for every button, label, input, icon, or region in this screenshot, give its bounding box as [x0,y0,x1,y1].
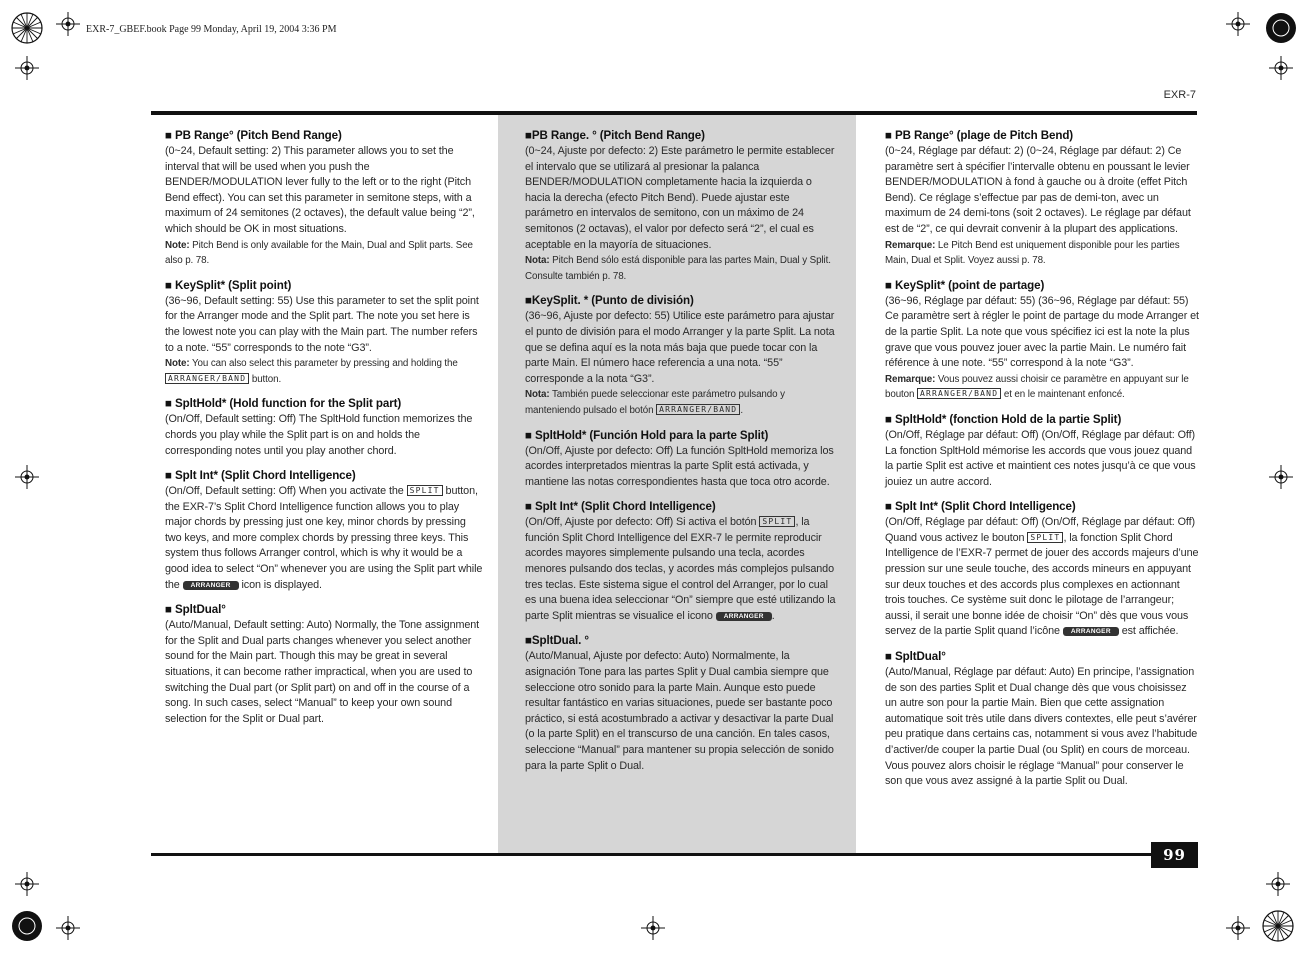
body-text: (On/Off, Default setting: Off) When you activate the [165,485,407,498]
note-label: Note: [165,358,190,370]
section-body: (Auto/Manual, Ajuste por defecto: Auto) Normalmente, la asignación Tone para las partes Split y Dual cambia siempre que seleccione otro sonido para la parte Main. Aunque esto puede resultar fantástico en varias situaciones, puede ser bastante poco práctico, si está acostumbrado a activar y desactivar la parte Dual (o la parte Split) en el transcurso de una canción. En tales casos, seleccione “Manual” para mantener su propia selección de sonido para la parte Split o Dual. [525,650,834,772]
section-body: (36~96, Default setting: 55) Use this parameter to set the split point for the Arranger mode and the Split part. The note you set here is the lowest note you can play with the Main part. The number refers to a note. “55” corresponds to the note “G3”. [165,294,479,354]
registration-mark-top-left [0,0,110,110]
keysplit-section [165,278,483,388]
section-title: ■ SpltHold* (Hold function for the Split part) [165,397,402,411]
note-text-end: button. [249,373,282,385]
section-title: ■ SpltDual° [165,603,226,617]
arranger-band-button-glyph: ARRANGER/BAND [165,373,249,384]
keysplit-section [885,278,1201,403]
section-title: ■PB Range. ° (Pitch Bend Range) [525,129,705,142]
section-title: ■ KeySplit* (Split point) [165,278,292,292]
split-button-glyph: SPLIT [1027,532,1063,543]
registration-mark-top-right [1198,0,1308,110]
note-label: Nota: [525,389,550,401]
note-text: Pitch Bend is only available for the Main, Dual and Split parts. See also p. 78. [165,239,473,267]
splthold-section [525,428,840,491]
body-text-mid: , la función Split Chord Intelligence del EXR-7 le permite reproducir acordes mayores simplemente pulsando una tecla, acordes menores pulsando dos teclas, y acordes más complejos pulsando tres teclas. Este sistema sigue el control del Arranger, por lo cual es una buena idea seleccionar “On” siempre que esté utilizando la parte Split mientras se visualice el icono [525,516,836,622]
bottom-rule [151,853,1151,856]
note-text: Le Pitch Bend est uniquement disponible pour les parties Main, Dual et Split. Voyez aussi p. 78. [885,239,1180,267]
arranger-icon: ARRANGER [1063,627,1119,636]
file-info-header: EXR-7_GBEF.book Page 99 Monday, April 19, 2004 3:36 PM [86,24,337,35]
body-text-end: . [771,609,775,622]
splt-int-section [885,499,1201,640]
body-text-end: icon is displayed. [238,578,322,591]
crosshair-mark-right-middle [1268,464,1294,490]
note-label: Remarque: [885,239,936,251]
section-title: ■ Splt Int* (Split Chord Intelligence) [525,500,716,514]
body-text: (On/Off, Ajuste por defecto: Off) Si activa el botón [525,516,760,529]
page-number: 99 [1151,842,1198,868]
section-body: (On/Off, Réglage par défaut: Off) (On/Off, Réglage par défaut: Off) La fonction SpltHold mémorise les accords que vous jouez quand la partie Split est active et maintient ces notes jusqu’à ce que vous jouiez un autre accord. [885,428,1196,488]
splt-int-section [525,499,840,624]
spltdual-section [525,633,840,774]
section-body [885,515,1201,640]
pb-range-section [885,128,1201,269]
arranger-icon: ARRANGER [183,581,239,590]
pb-range-section [165,128,483,269]
section-body: (0~24, Ajuste por defecto: 2) Este parámetro le permite establecer el intervalo que se utilizará al presionar la palanca BENDER/MODULATION completamente hacia la izquierda o hacia la derecha (efecto Pitch Bend). Puede ajustar este parámetro en intervalos de semitono, con un máximo de 24 semitonos (2 octavas), el valor por defecto será “2”, el cual es aceptable en la mayoría de situaciones. [525,145,835,251]
split-button-glyph: SPLIT [407,485,443,496]
registration-mark-bottom-right [1198,844,1308,954]
note [885,372,1201,403]
section-body: (On/Off, Default setting: Off) The SpltHold function memorizes the chords you play while the Split part is on and holds the corresponding notes until you play another chord. [165,413,473,457]
note-label: Note: [165,239,190,251]
section-title: ■ SpltDual° [885,650,946,664]
section-body [165,484,483,593]
pb-range-section [525,128,840,284]
note [165,356,483,387]
section-title: ■ PB Range° (plage de Pitch Bend) [885,129,1074,142]
section-title: ■ SpltHold* (fonction Hold de la partie Split) [885,412,1122,426]
arranger-band-button-glyph: ARRANGER/BAND [917,388,1001,399]
keysplit-section [525,293,840,418]
english-column [165,128,483,736]
arranger-icon: ARRANGER [716,612,772,621]
body-text-mid: button, the EXR-7’s Split Chord Intelligence function allows you to play major chords by pressing just one key, minor chords by pressing two keys, and more complex chords by pressing three keys. This system thus follows Arranger control, which is why it would be a good idea to select “On” whenever you are using the Split part while the [165,485,483,591]
spltdual-section [165,602,483,727]
note [525,253,840,284]
crosshair-mark-bottom-middle [640,915,666,941]
note-text: Pitch Bend sólo está disponible para las partes Main, Dual y Split. Consulte también p. 78. [525,255,831,282]
section-body: (Auto/Manual, Réglage par défaut: Auto) En principe, l’assignation de son des parties Split et Dual change dès que vous choisissez un autre son pour la partie Main. Bien que cette assignation automatique soit très utile dans divers contextes, elle peut s’avérer peu pratique dans certains cas, notamment si vous avez l’habitude d’activer/de couper la partie Dual (ou Split) en cours de morceau. Vous pouvez alors choisir le réglage “Manual” pour conserver le son que vous avez assigné à la partie Split ou Dual. [885,666,1198,788]
note-label: Remarque: [885,373,936,385]
section-title: ■ Splt Int* (Split Chord Intelligence) [885,500,1076,514]
splthold-section [885,412,1201,490]
model-label: EXR-7 [1163,89,1196,101]
section-title: ■ Splt Int* (Split Chord Intelligence) [165,469,356,483]
note [885,238,1201,269]
note-text-end: et en le maintenant enfoncé. [1001,389,1125,401]
section-body: (Auto/Manual, Default setting: Auto) Normally, the Tone assignment for the Split and Dual parts changes whenever you select another sound for the Main part. Though this may be great in several situations, it can become rather impractical, when you are used to switching the Dual part (or Split part) on and off in the course of a song. In such cases, select “Manual” to keep your own sound selection for the Split or Dual part. [165,619,480,725]
section-title: ■KeySplit. * (Punto de división) [525,294,694,308]
splthold-section [165,396,483,459]
body-text-mid: , la fonction Split Chord Intelligence de l’EXR-7 permet de jouer des accords majeurs d’une pression sur une seule touche, des accords mineurs en appuyant sur deux touches et des accords plus complexes en actionnant trois touches. Ce système suit donc le pilotage de l’arrangeur; aussi, il serait une bonne idée de choisir “On” dès que vous vous servez de la partie Split quand l’icône [885,531,1199,638]
note-label: Nota: [525,255,550,267]
registration-mark-bottom-left [0,844,110,954]
note [165,238,483,269]
note [525,387,840,418]
spanish-column [525,128,840,783]
note-text: También puede seleccionar este parámetro pulsando y manteniendo pulsado el botón [525,389,785,416]
section-body: (0~24, Default setting: 2) This parameter allows you to set the interval that will be used when you push the BENDER/MODULATION lever fully to the left or to the right (Pitch Bend effect). You can set this parameter in semitone steps, with a maximum of 24 semitones (2 octaves), the default value being “2”, which should be OK in most situations. [165,145,475,235]
section-body [525,515,840,624]
section-title: ■SpltDual. ° [525,634,589,648]
section-body: (36~96, Ajuste por defecto: 55) Utilice este parámetro para ajustar el punto de división para el modo Arranger y la parte Split. La nota que se defina aquí es la nota más baja que puede tocar con la parte Main. El número hace referencia a una nota. “55” corresponde a la nota “G3”. [525,310,835,385]
body-text: (On/Off, Réglage par défaut: Off) (On/Off, Réglage par défaut: Off) Quand vous activez le bouton [885,516,1195,544]
section-body: (0~24, Réglage par défaut: 2) (0~24, Réglage par défaut: 2) Ce paramètre sert à spécifier l’intervalle obtenu en poussant le levier BENDER/MODULATION à fond à gauche ou à droite (effet Pitch Bend). Ce réglage s’effectue par pas de demi-ton, avec un maximum de 24 demi-tons (soit 2 octaves). Le réglage par défaut est de “2”, ce qui devrait convenir à la plupart des applications. [885,145,1191,235]
note-text: You can also select this parameter by pressing and holding the [189,358,458,370]
note-text-end: . [740,404,743,416]
spltdual-section [885,649,1201,790]
splt-int-section [165,468,483,593]
french-column [885,128,1201,799]
section-body: (On/Off, Ajuste por defecto: Off) La función SpltHold memoriza los acordes interpretados mientras la parte Split está activada, y mantiene las notas correspondientes hasta que toca otro acorde. [525,444,834,488]
arranger-band-button-glyph: ARRANGER/BAND [656,404,740,415]
section-title: ■ KeySplit* (point de partage) [885,278,1045,292]
note-text: Vous pouvez aussi choisir ce paramètre en appuyant sur le bouton [885,373,1189,401]
crosshair-mark-left-middle [14,464,40,490]
body-text-end: est affichée. [1118,625,1179,638]
split-button-glyph: SPLIT [759,516,795,527]
section-title: ■ SpltHold* (Función Hold para la parte Split) [525,428,769,442]
section-title: ■ PB Range° (Pitch Bend Range) [165,129,342,142]
section-body: (36~96, Réglage par défaut: 55) (36~96, Réglage par défaut: 55) Ce paramètre sert à régler le point de partage du mode Arranger et de la partie Split. La note que vous spécifiez ici est la note la plus grave que vous pouvez jouer avec la partie Main. Le numéro fait référence à une note. “55” correspond à la note “G3”. [885,294,1199,370]
